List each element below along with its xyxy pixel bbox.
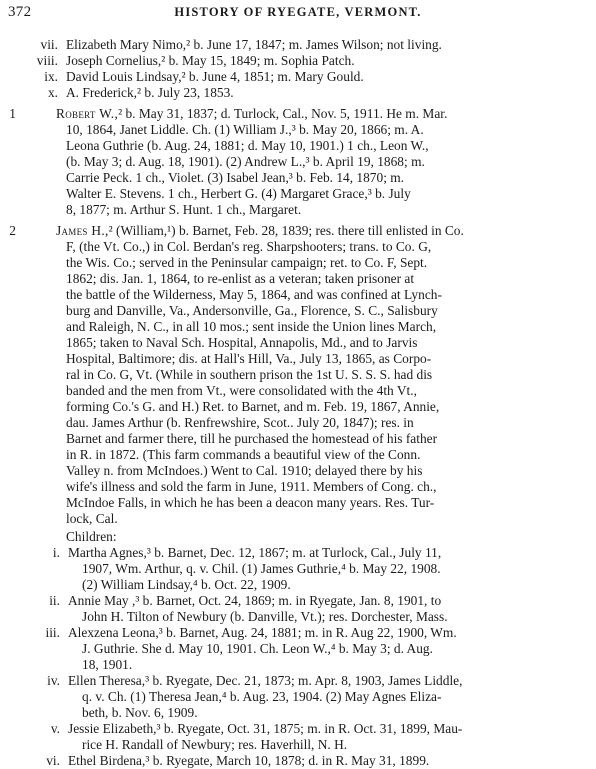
entry-line: ² (William,¹) b. Barnet, Feb. 28, 1839; res. there till enlisted in Co.	[108, 223, 464, 238]
item-text: Elizabeth Mary Nimo,² b. June 17, 1847; m. James Wilson; not living.	[66, 37, 442, 52]
child-numeral: iii.	[45, 625, 60, 640]
entry-line: in R. in 1872. (This farm commands a beautiful view of the Conn.	[66, 447, 421, 462]
child-text	[8, 721, 588, 753]
child-line: Ethel Birdena,³ b. Ryegate, March 10, 1878; d. in R. May 31, 1899.	[68, 753, 430, 768]
child-text	[8, 673, 588, 721]
child-item	[8, 753, 588, 769]
sibling-list	[8, 37, 588, 101]
child-line: Annie May ,³ b. Barnet, Oct. 24, 1869; m. in Ryegate, Jan. 8, 1901, to	[68, 593, 442, 608]
item-text: Joseph Cornelius,² b. May 15, 1849; m. Sophia Patch.	[66, 53, 355, 68]
entry-name: James H.,	[56, 223, 109, 238]
entry-line: burg and Danville, Va., Andersonville, Ga., Florence, S. C., Salisbury	[66, 303, 438, 318]
entry-line: forming Co.'s G. and H.) Ret. to Barnet, and m. Feb. 19, 1867, Annie,	[66, 399, 440, 414]
page-number: 372	[8, 4, 32, 20]
entry-line: and Raleigh, N. C., in all 10 mos.; sent inside the Union lines March,	[66, 319, 437, 334]
entry-text	[8, 223, 588, 527]
child-item	[8, 721, 588, 753]
entry-line: 8, 1877; m. Arthur S. Hunt. 1 ch., Margaret.	[66, 202, 302, 217]
entry-line: F, (the Vt. Co.,) in Col. Berdan's reg. Sharpshooters; trans. to Co. G,	[66, 239, 432, 254]
child-line: q. v. Ch. (1) Theresa Jean,⁴ b. Aug. 23, 1904. (2) May Agnes Eliza-	[82, 689, 442, 704]
entry-line: ral in Co. G, Vt. (While in southern prison the 1st U. S. S. S. had dis	[66, 367, 433, 382]
entry-line: lock, Cal.	[66, 511, 118, 526]
child-text	[8, 593, 588, 625]
item-numeral: x.	[47, 85, 58, 100]
entry-line: banded and the men from Vt., were consolidated with the 4th Vt.,	[66, 383, 417, 398]
genealogy-entry-robert	[8, 106, 588, 218]
entry-line: 1862; dis. Jan. 1, 1864, to re-enlist as a veteran; taken prisoner at	[66, 271, 415, 286]
child-line: Jessie Elizabeth,³ b. Ryegate, Oct. 31, 1875; m. in R. Oct. 31, 1899, Mau-	[68, 721, 463, 736]
genealogy-entry-james	[8, 223, 588, 527]
page-body	[8, 37, 588, 769]
entry-line: Carrie Peck. 1 ch., Violet. (3) Isabel Jean,³ b. Feb. 14, 1870; m.	[66, 170, 405, 185]
child-item	[8, 625, 588, 673]
entry-line: McIndoe Falls, in which he has been a deacon many years. Res. Tur-	[66, 495, 435, 510]
entry-line: ² b. May 31, 1837; d. Turlock, Cal., Nov. 5, 1911. He m. Mar.	[118, 106, 448, 121]
page-header	[8, 4, 588, 24]
list-item	[8, 85, 588, 101]
child-line: J. Guthrie. She d. May 10, 1901. Ch. Leon W.,⁴ b. May 3; d. Aug.	[82, 641, 433, 656]
entry-line: Leona Guthrie (b. Aug. 24, 1881; d. May 10, 1901.) 1 ch., Leon W.,	[66, 138, 429, 153]
entry-first-line	[56, 223, 588, 239]
child-numeral: i.	[52, 545, 60, 560]
child-item	[8, 593, 588, 625]
entry-line: Hospital, Baltimore; dis. at Hall's Hill, Va., July 13, 1865, as Corpo-	[66, 351, 432, 366]
item-text: David Louis Lindsay,² b. June 4, 1851; m. Mary Gould.	[66, 69, 364, 84]
entry-text	[8, 106, 588, 218]
child-line: Alexzena Leona,³ b. Barnet, Aug. 24, 1881; m. in R. Aug 22, 1900, Wm.	[68, 625, 457, 640]
entry-line: 1865; taken to Naval Sch. Hospital, Annapolis, Md., and to Jarvis	[66, 335, 418, 350]
entry-line: Barnet and farmer there, till he purchased the homestead of his father	[66, 431, 438, 446]
child-text	[8, 545, 588, 593]
item-numeral: vii.	[40, 37, 58, 52]
entry-line: the battle of the Wilderness, May 5, 1864, and was confined at Lynch-	[66, 287, 442, 302]
entry-line: the Wis. Co.; served in the Peninsular campaign; ret. to Co. F, Sept.	[66, 255, 428, 270]
child-numeral: iv.	[47, 673, 60, 688]
entry-line: wife's illness and sold the farm in June, 1911. Members of Cong. ch.,	[66, 479, 437, 494]
entry-line: dau. James Arthur (b. Renfrewshire, Scot.. July 20, 1847); res. in	[66, 415, 414, 430]
entry-number: 2	[9, 223, 16, 238]
item-numeral: viii.	[36, 53, 58, 68]
entry-line: 10, 1864, Janet Liddle. Ch. (1) William J.,³ b. May 20, 1866; m. A.	[66, 122, 424, 137]
child-item	[8, 673, 588, 721]
list-item	[8, 53, 588, 69]
children-heading: Children:	[66, 529, 117, 544]
child-line: 18, 1901.	[82, 657, 133, 672]
child-line: beth, b. Nov. 6, 1909.	[82, 705, 198, 720]
child-line: John H. Tilton of Newbury (b. Danville, Vt.); res. Dorchester, Mass.	[82, 609, 448, 624]
list-item	[8, 69, 588, 85]
entry-number: 1	[9, 106, 16, 121]
item-numeral: ix.	[44, 69, 58, 84]
children-list	[8, 545, 588, 769]
child-item	[8, 545, 588, 593]
child-text	[8, 753, 588, 769]
child-line: 1907, Wm. Arthur, q. v. Chil. (1) James Guthrie,⁴ b. May 22, 1908.	[82, 561, 441, 576]
running-title: HISTORY OF RYEGATE, VERMONT.	[174, 5, 422, 19]
item-text: A. Frederick,² b. July 23, 1853.	[66, 85, 234, 100]
child-line: (2) William Lindsay,⁴ b. Oct. 22, 1909.	[82, 577, 291, 592]
child-text	[8, 625, 588, 673]
list-item	[8, 37, 588, 53]
entry-line: Valley n. from McIndoes.) Went to Cal. 1910; delayed there by his	[66, 463, 423, 478]
child-numeral: ii.	[49, 593, 60, 608]
child-line: Ellen Theresa,³ b. Ryegate, Dec. 21, 1873; m. Apr. 8, 1903, James Liddle,	[68, 673, 463, 688]
entry-line: (b. May 3; d. Aug. 18, 1901). (2) Andrew L.,³ b. April 19, 1868; m.	[66, 154, 425, 169]
child-line: Martha Agnes,³ b. Barnet, Dec. 12, 1867; m. at Turlock, Cal., July 11,	[68, 545, 442, 560]
entry-first-line	[56, 106, 588, 122]
entry-name: Robert W.,	[56, 106, 119, 121]
child-numeral: v.	[50, 721, 60, 736]
child-line: rice H. Randall of Newbury; res. Haverhill, N. H.	[82, 737, 348, 752]
entry-line: Walter E. Stevens. 1 ch., Herbert G. (4) Margaret Grace,³ b. July	[66, 186, 411, 201]
child-numeral: vi.	[46, 753, 60, 768]
